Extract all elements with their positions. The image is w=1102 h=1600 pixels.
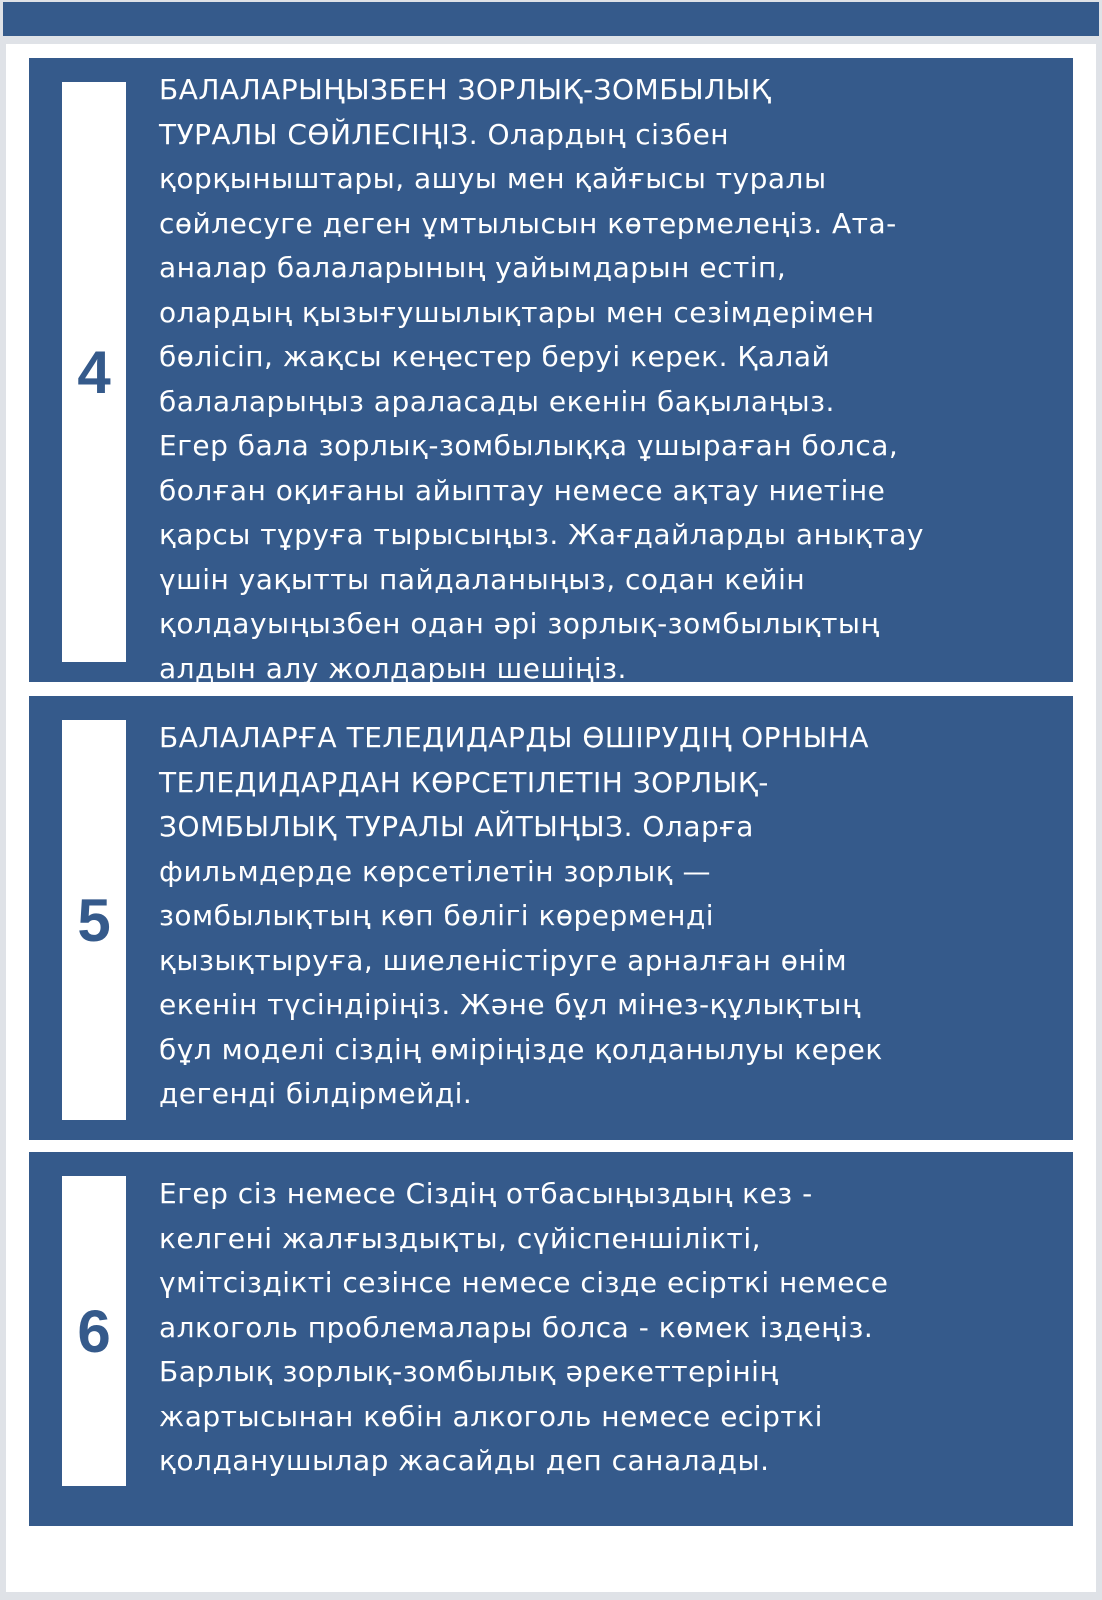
card-number-6: 6 xyxy=(62,1176,126,1486)
advice-card-6 xyxy=(29,1152,1073,1526)
card-text-4: БАЛАЛАРЫҢЫЗБЕН ЗОРЛЫҚ-ЗОМБЫЛЫҚ ТУРАЛЫ СӨЙЛЕСІҢІЗ. Олардың сізбен қорқыныштары, ашуы мен қайғысы туралы сөйлесуге деген ұмтылысын көтермелеңіз. Ата- аналар балаларының уайымдарын естіп, олардың қызығушылықтары мен сезімдерімен бөлісіп, жақсы кеңестер беруі керек. Қалай балаларыңыз араласады екенін бақылаңыз. Егер бала зорлық-зомбылыққа ұшыраған болса, болған оқиғаны айыптау немесе ақтау ниетіне қарсы тұруға тырысыңыз. Жағдайларды анықтау үшін уақытты пайдаланыңыз, содан кейін қолдауыңызбен одан әрі зорлық-зомбылықтың алдын алу жолдарын шешіңіз. xyxy=(159,73,924,685)
card-text-5: БАЛАЛАРҒА ТЕЛЕДИДАРДЫ ӨШІРУДІҢ ОРНЫНА ТЕЛЕДИДАРДАН КӨРСЕТІЛЕТІН ЗОРЛЫҚ- ЗОМБЫЛЫҚ ТУРАЛЫ АЙТЫҢЫЗ. Оларға фильмдерде көрсетілетін зорлық — зомбылықтың көп бөлігі көрерменді қызықтыруға, шиеленістіруге арналған өнім екенін түсіндіріңіз. Және бұл мінез-құлықтың бұл моделі сіздің өміріңізде қолданылуы керек дегенді білдірмейді. xyxy=(159,721,883,1110)
card-number-5: 5 xyxy=(62,720,126,1120)
advice-card-4 xyxy=(29,58,1073,685)
document-page xyxy=(6,44,1096,1592)
top-header-bar xyxy=(3,2,1099,36)
advice-card-5 xyxy=(29,696,1073,1140)
card-text-6: Егер сіз немесе Сіздің отбасыңыздың кез - келгені жалғыздықты, сүйіспеншілікті, үмітсіздікті сезінсе немесе сізде есірткі немесе алкоголь проблемалары болса - көмек іздеңіз. Барлық зорлық-зомбылық әрекеттерінің жартысынан көбін алкоголь немесе есірткі қолданушылар жасайды деп саналады. xyxy=(159,1177,889,1477)
card-number-4: 4 xyxy=(62,82,126,662)
